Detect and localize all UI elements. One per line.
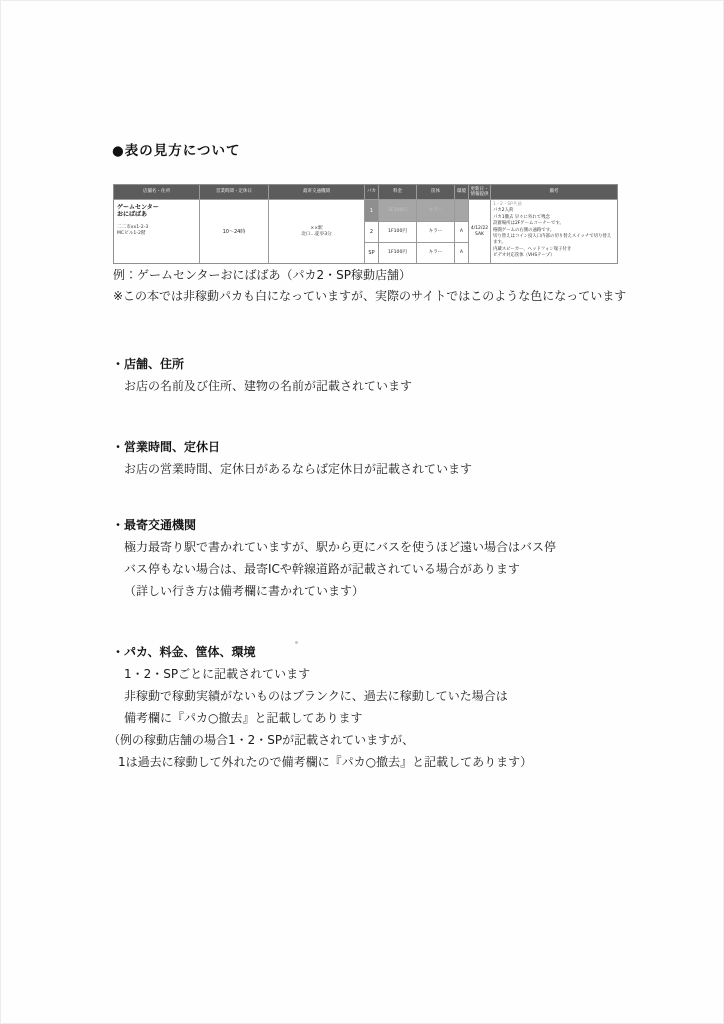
store-name-line1: ゲームセンター: [117, 204, 159, 211]
section-line: 非稼動で稼動実績がないものはブランクに、過去に稼動していた場合は: [124, 689, 508, 703]
environment-cell: A: [455, 222, 468, 242]
section-line: 1は過去に稼動して外れたので備考欄に『パカ○撤去』と記載してあります）: [118, 755, 533, 769]
col-header-paka: パカ: [365, 185, 378, 199]
update-date: 4/12/22: [470, 225, 489, 231]
scan-speck: [295, 641, 298, 644]
paka-number-cell: 2: [365, 222, 378, 242]
store-address-line1: 二二市xx1-2-3: [117, 225, 149, 230]
section-heading-hours: ・営業時間、定休日: [112, 440, 221, 454]
section-line: （例の稼動店舗の場合1・2・SPが記載されていますが、: [108, 733, 415, 747]
section-line: 備考欄に『パカ○撤去』と記載してあります: [124, 711, 363, 725]
remark-line: ビデオ対応筐体（VHSテープ）: [493, 253, 555, 259]
access-walk: 北口…徒歩3分: [301, 231, 332, 237]
col-header-update-info: 更新日・情報提供: [470, 186, 489, 197]
section-line: お店の営業時間、定休日があるならば定休日が記載されています: [124, 462, 473, 476]
store-cell: [114, 200, 199, 263]
col-header-nearest-transport: 最寄交通機関: [269, 185, 364, 199]
environment-cell: [455, 200, 468, 221]
paka-number-cell: 1: [365, 200, 378, 221]
access-cell: [269, 200, 364, 263]
environment-cell: A: [455, 243, 468, 263]
cabinet-cell: キラー: [417, 243, 454, 263]
remark-line: 格闘ゲームの右側の通路です。: [493, 227, 555, 233]
page-title: ●表の見方について: [112, 143, 241, 159]
remarks-cell: [491, 200, 617, 263]
section-line: お店の名前及び住所、建物の名前が記載されています: [124, 379, 413, 393]
section-heading-shop: ・店舗、住所: [112, 357, 185, 371]
col-header-store-address: 店舗名・住所: [114, 185, 199, 199]
access-station: ××駅: [310, 225, 323, 231]
section-heading-paka: ・パカ、料金、筐体、環境: [112, 645, 256, 659]
section-line: （詳しい行き方は備考欄に書かれています）: [124, 584, 365, 598]
paka-number-cell: SP: [365, 243, 378, 263]
section-line: バス停もない場合は、最寄ICや幹線道路が記載されている場合があります: [124, 562, 520, 576]
section-line: 1・2・SPごとに記載されています: [124, 667, 311, 681]
section-heading-access: ・最寄交通機関: [112, 518, 197, 532]
col-header-hours-closed: 営業時間・定休日: [200, 185, 268, 199]
remark-line: 1・2・SP共通: [493, 202, 522, 207]
store-name-line2: おにばばあ: [117, 211, 148, 218]
example-table: [113, 184, 618, 264]
col-header-fee: 料金: [379, 185, 416, 199]
color-note: ※この本では非稼動パカも白になっていますが、実際のサイトではこのような色になっています: [113, 289, 627, 303]
example-caption: 例：ゲームセンターおにばばあ（パカ2・SP稼動店舗）: [113, 268, 412, 282]
remark-line: 内蔵スピーカー、ヘッドフォン端子付き: [493, 246, 572, 252]
remark-line: 設置場所は2Fゲームコーナーです。: [493, 221, 564, 227]
cabinet-cell: キラー: [417, 200, 454, 221]
cabinet-cell: キラー: [417, 222, 454, 242]
remark-line: パカ1撤去 早々に外れて残念: [493, 214, 550, 220]
update-cell: [469, 200, 490, 263]
update-provider: SAK: [475, 231, 484, 237]
remark-line: 切り替えはコイン投入口内部の切り替えスイッチで切り替えます。: [493, 234, 612, 246]
col-header-remarks: 備考: [491, 185, 617, 199]
fee-cell: 1F100円: [379, 243, 416, 263]
fee-cell: 1F100円: [379, 200, 416, 221]
col-header-cabinet: 筐体: [417, 185, 454, 199]
hours-cell: 10～24時: [200, 200, 268, 263]
store-address-line2: MCビル1-2階: [117, 230, 146, 236]
remark-line: パカ2入荷: [493, 208, 514, 214]
fee-cell: 1F100円: [379, 222, 416, 242]
col-header-environment: 環境: [455, 185, 468, 199]
section-line: 極力最寄り駅で書かれていますが、駅から更にバスを使うほど遠い場合はバス停: [124, 540, 557, 554]
